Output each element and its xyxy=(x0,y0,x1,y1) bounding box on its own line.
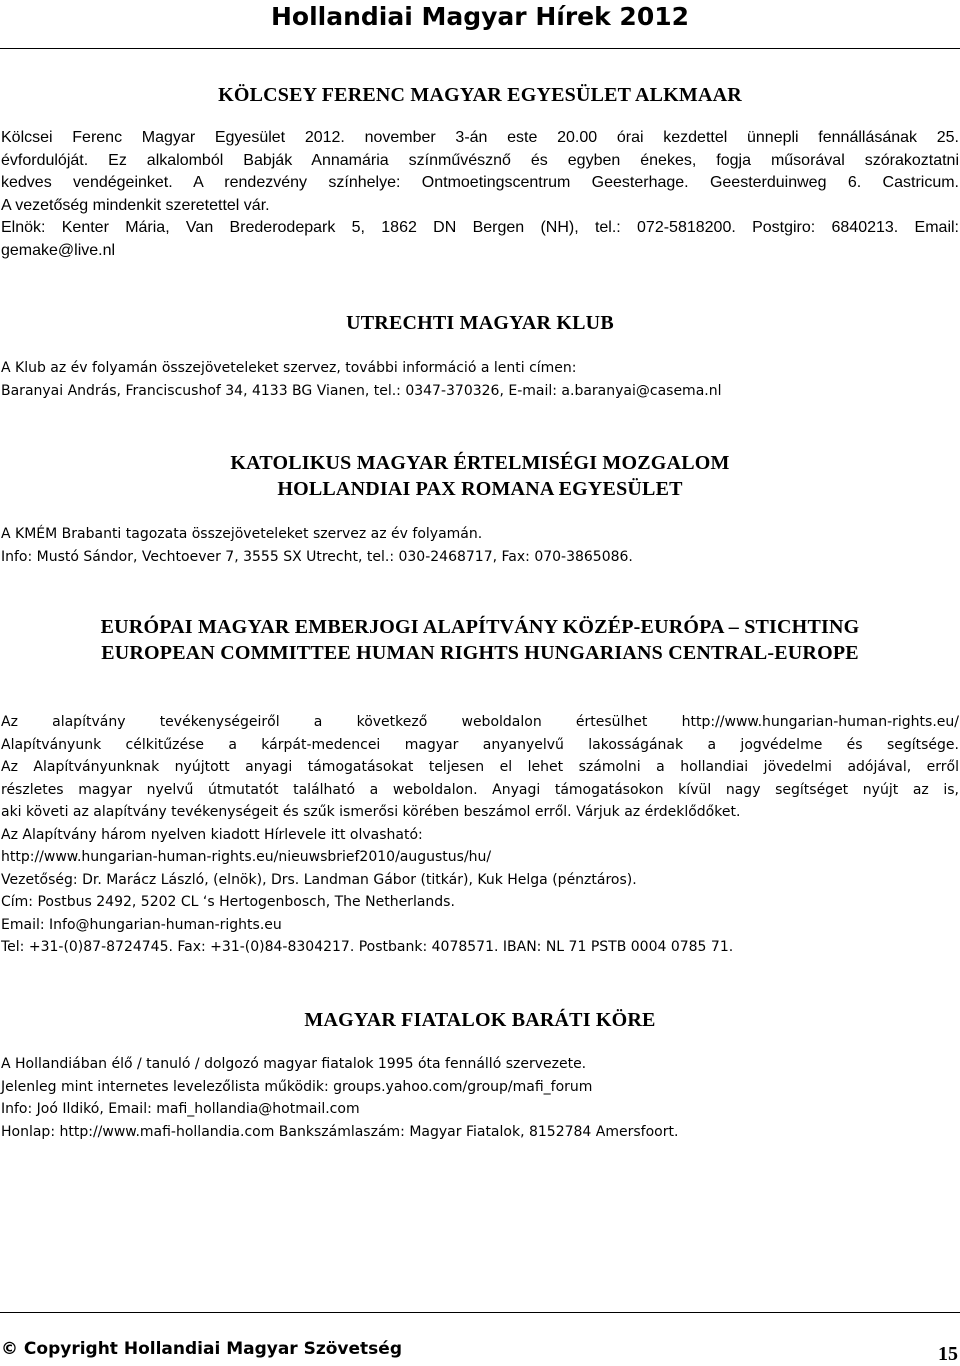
section-title-kolcsey: KÖLCSEY FERENC MAGYAR EGYESÜLET ALKMAAR xyxy=(218,84,742,106)
text-line: A Hollandiában élő / tanuló / dolgozó magyar fiatalok 1995 óta fennálló szervezete. xyxy=(1,1056,587,1072)
section-body-utrechti xyxy=(1,357,959,402)
footer-copyright: © Copyright Hollandiai Magyar Szövetség xyxy=(1,1339,402,1359)
text-line: aki követi az alapítvány tevékenységeit és szűk ismerősi körében beszámol erről. Várjuk az érdeklődőket. xyxy=(1,804,741,820)
header-rule xyxy=(0,48,960,49)
text-line: Baranyai András, Franciscushof 34, 4133 BG Vianen, tel.: 0347-370326, E-mail: a.baranyai@casema.nl xyxy=(1,382,722,399)
section-title-utrechti: UTRECHTI MAGYAR KLUB xyxy=(346,312,614,334)
section-body-kolcsey xyxy=(1,127,959,262)
text-line: http://www.hungarian-human-rights.eu/nieuwsbrief2010/augustus/hu/ xyxy=(1,849,492,865)
text-line: Info: Joó Ildikó, Email: mafi_hollandia@hotmail.com xyxy=(1,1101,360,1117)
text-line: évfordulóját. Ez alkalomból Babják Annamária színművésznő és egyben énekes, fogja műsorával szórakoztatni xyxy=(1,151,959,169)
text-line: Info: Mustó Sándor, Vechtoever 7, 3555 SX Utrecht, tel.: 030-2468717, Fax: 070-3865086. xyxy=(1,548,633,565)
text-line: A vezetőség mindenkit szeretettel vár. xyxy=(1,196,270,214)
text-line: Az Alapítvány három nyelven kiadott Hírlevele itt olvasható: xyxy=(1,826,423,843)
section-title-katolikus-1: KATOLIKUS MAGYAR ÉRTELMISÉGI MOZGALOM xyxy=(230,452,730,474)
page-header-title: Hollandiai Magyar Hírek 2012 xyxy=(270,2,690,31)
footer-rule xyxy=(0,1312,960,1313)
text-line: Honlap: http://www.mafi-hollandia.com Bankszámlaszám: Magyar Fiatalok, 8152784 Amersfoort. xyxy=(1,1123,679,1140)
text-line: gemake@live.nl xyxy=(1,241,116,259)
section-title-emberjogi-1: EURÓPAI MAGYAR EMBERJOGI ALAPÍTVÁNY KÖZÉP-EURÓPA – STICHTING xyxy=(100,616,860,638)
text-line: Alapítványunk célkitűzése a kárpát-medencei magyar anyanyelvű lakosságának a jogvédelme és segítsége. xyxy=(1,736,959,753)
footer-page-number: 15 xyxy=(938,1343,958,1365)
text-line: kedves vendégeinket. A rendezvény színhelye: Ontmoetingscentrum Geesterhage. Geesterduinweg 6. Castricum. xyxy=(1,174,959,191)
text-line: Az alapítvány tevékenységeiről a következő weboldalon értesülhet http://www.hungarian-human-rights.eu/ xyxy=(1,714,959,730)
text-line: Az Alapítványunknak nyújtott anyagi támogatásokat teljesen el lehet számolni a hollandiai jövedelmi adójával, erről xyxy=(1,759,959,775)
text-line: A KMÉM Brabanti tagozata összejöveteleket szervez az év folyamán. xyxy=(1,526,483,542)
text-line: Email: Info@hungarian-human-rights.eu xyxy=(1,916,282,933)
section-body-katolikus xyxy=(1,523,959,568)
text-line: részletes magyar nyelvű útmutatót található a weboldalon. Anyagi támogatásokon kívül nagy segítséget nyújt az is, xyxy=(1,781,959,798)
section-body-mafi xyxy=(1,1053,959,1143)
text-line: Vezetőség: Dr. Marácz László, (elnök), Drs. Landman Gábor (titkár), Kuk Helga (pénztáros). xyxy=(1,871,637,888)
text-line: Tel: +31-(0)87-8724745. Fax: +31-(0)84-8304217. Postbank: 4078571. IBAN: NL 71 PSTB 0004 0785 71. xyxy=(1,939,734,955)
section-body-emberjogi xyxy=(1,711,959,959)
text-line: Jelenleg mint internetes levelezőlista működik: groups.yahoo.com/group/mafi_forum xyxy=(1,1078,593,1095)
section-title-emberjogi-2: EUROPEAN COMMITTEE HUMAN RIGHTS HUNGARIANS CENTRAL-EUROPE xyxy=(101,642,859,664)
text-line: A Klub az év folyamán összejöveteleket szervez, további információ a lenti címen: xyxy=(1,360,577,376)
text-line: Cím: Postbus 2492, 5202 CL ‘s Hertogenbosch, The Netherlands. xyxy=(1,894,455,910)
text-line: Elnök: Kenter Mária, Van Brederodepark 5, 1862 DN Bergen (NH), tel.: 072-5818200. Postgiro: 6840213. Email: xyxy=(1,219,959,236)
section-title-mafi: MAGYAR FIATALOK BARÁTI KÖRE xyxy=(304,1009,656,1031)
text-line: Kölcsei Ferenc Magyar Egyesület 2012. november 3-án este 20.00 órai kezdettel ünnepli fennállásának 25. xyxy=(1,129,959,146)
section-title-katolikus-2: HOLLANDIAI PAX ROMANA EGYESÜLET xyxy=(277,478,683,500)
